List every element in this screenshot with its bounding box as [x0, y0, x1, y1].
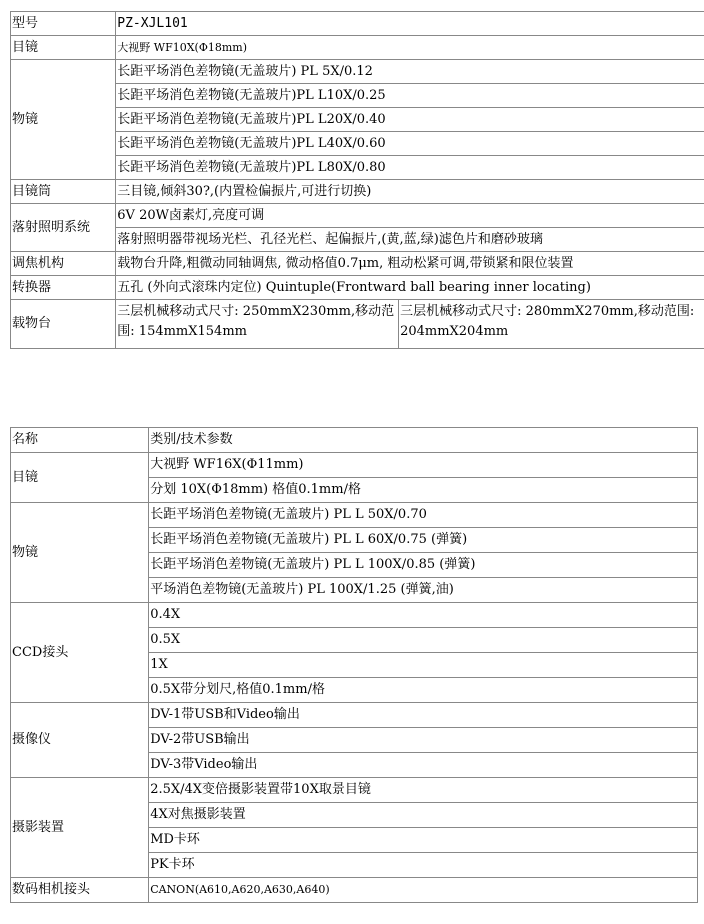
- group-item: 大视野 WF16X(Φ11mm): [149, 453, 698, 478]
- table-row: [11, 12, 704, 36]
- row-value: 长距平场消色差物镜(无盖玻片)PL L10X/0.25: [116, 84, 704, 108]
- row-label: 载物台: [11, 300, 116, 349]
- row-value: 长距平场消色差物镜(无盖玻片)PL L40X/0.60: [116, 132, 704, 156]
- group-item: 平场消色差物镜(无盖玻片) PL 100X/1.25 (弹簧,油): [149, 578, 698, 603]
- row-value: 大视野 WF10X(Φ18mm): [116, 36, 704, 60]
- table-row: [11, 252, 704, 276]
- row-value: 长距平场消色差物镜(无盖玻片)PL L80X/0.80: [116, 156, 704, 180]
- header-name: 名称: [11, 428, 149, 453]
- row-label: 目镜: [11, 36, 116, 60]
- group-label: CCD接头: [11, 603, 149, 703]
- table-row: [11, 453, 698, 478]
- group-item: MD卡环: [149, 828, 698, 853]
- group-item: 4X对焦摄影装置: [149, 803, 698, 828]
- table-row: [11, 503, 698, 528]
- group-item: 长距平场消色差物镜(无盖玻片) PL L 100X/0.85 (弹簧): [149, 553, 698, 578]
- table-row: [11, 778, 698, 803]
- group-item: 长距平场消色差物镜(无盖玻片) PL L 50X/0.70: [149, 503, 698, 528]
- row-label: 物镜: [11, 60, 116, 180]
- table-row: [11, 703, 698, 728]
- group-item: 0.4X: [149, 603, 698, 628]
- group-item: PK卡环: [149, 853, 698, 878]
- row-value: 6V 20W卤素灯,亮度可调: [116, 204, 704, 228]
- group-item: 0.5X带分划尺,格值0.1mm/格: [149, 678, 698, 703]
- group-item: DV-2带USB输出: [149, 728, 698, 753]
- row-value: 长距平场消色差物镜(无盖玻片) PL 5X/0.12: [116, 60, 704, 84]
- row-label: 落射照明系统: [11, 204, 116, 252]
- spec-table: [10, 11, 704, 349]
- group-label: 物镜: [11, 503, 149, 603]
- row-label: 调焦机构: [11, 252, 116, 276]
- table-row: [11, 36, 704, 60]
- row-value: 三层机械移动式尺寸: 280mmX270mm,移动范围: 204mmX204mm: [399, 300, 704, 349]
- row-label: 型号: [11, 12, 116, 36]
- row-label: 目镜筒: [11, 180, 116, 204]
- group-label: 摄影装置: [11, 778, 149, 878]
- header-params: 类别/技术参数: [149, 428, 698, 453]
- group-label: 数码相机接头: [11, 878, 149, 903]
- row-value: 三目镜,倾斜30?,(内置检偏振片,可进行切换): [116, 180, 704, 204]
- group-item: 长距平场消色差物镜(无盖玻片) PL L 60X/0.75 (弹簧): [149, 528, 698, 553]
- group-item: 分划 10X(Φ18mm) 格值0.1mm/格: [149, 478, 698, 503]
- row-label: 转换器: [11, 276, 116, 300]
- group-item: 2.5X/4X变倍摄影装置带10X取景目镜: [149, 778, 698, 803]
- table-row: [11, 276, 704, 300]
- row-value: 五孔 (外向式滚珠内定位) Quintuple(Frontward ball bearing inner locating): [116, 276, 704, 300]
- table-row: [11, 878, 698, 903]
- row-value: 落射照明器带视场光栏、孔径光栏、起偏振片,(黄,蓝,绿)滤色片和磨砂玻璃: [116, 228, 704, 252]
- table-row: [11, 204, 704, 228]
- table-row: [11, 300, 704, 349]
- group-item: DV-3带Video输出: [149, 753, 698, 778]
- table-row: [11, 60, 704, 84]
- row-value: 长距平场消色差物镜(无盖玻片)PL L20X/0.40: [116, 108, 704, 132]
- table-header-row: [11, 428, 698, 453]
- group-label: 摄像仪: [11, 703, 149, 778]
- group-item: DV-1带USB和Video输出: [149, 703, 698, 728]
- table-row: [11, 603, 698, 628]
- row-value: PZ-XJL101: [116, 12, 704, 36]
- row-value: 载物台升降,粗微动同轴调焦, 微动格值0.7μm, 粗动松紧可调,带锁紧和限位装置: [116, 252, 704, 276]
- row-value: 三层机械移动式尺寸: 250mmX230mm,移动范围: 154mmX154mm: [116, 300, 399, 349]
- parts-table: [10, 427, 698, 903]
- group-label: 目镜: [11, 453, 149, 503]
- group-item: 0.5X: [149, 628, 698, 653]
- group-item: CANON(A610,A620,A630,A640): [149, 878, 698, 903]
- group-item: 1X: [149, 653, 698, 678]
- table-row: [11, 180, 704, 204]
